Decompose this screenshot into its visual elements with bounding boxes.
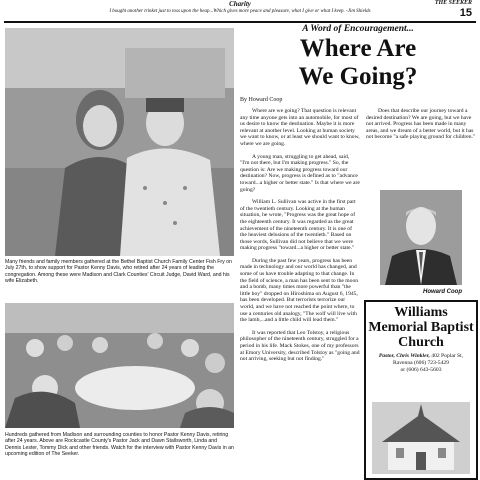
article-paragraph: A young man, struggling to get ahead, said, "I'm not there, but I'm making progress." So, the question is: Are we making progress toward our destination? Now, progress is defined as to "advance toward...a higher or better state." Is that where we are going? [240, 153, 360, 193]
article-column-2 [366, 108, 476, 147]
church-address: 402 Poplar St, [431, 353, 464, 359]
article-paragraph: William L. Sullivan was active in the first part of the twentieth century. Looking at the human situation, he wrote, "Progress was the great hope of the eighteenth century. It was regarded as the great achievement of the nineteenth century. It is one of the heaviest delusions of the twentieth." Based on those words, Sullivan did not believe that we were making progress "toward...a higher or better state." [240, 199, 356, 252]
article-kicker: A Word of Encouragement... [302, 24, 414, 34]
bottom-photo-caption: Hundreds gathered from Madison and surrounding counties to honor Pastor Kenny Davis, retiring after 24 years. Above are Rockcastle County's Pastor Jack and Dawn Stallsworth, Linda and Dennis Lester, Tommy Dick and other friends. Watch for the interview with Pastor Kenny Davis in an upcoming edition of The Seeker. [5, 432, 234, 458]
top-photo-caption: Many friends and family members gathered at the Bethel Baptist Church Family Center Fish Fry on July 27th, to show support for Pastor Kenny Davis, who retired after 24 years of leading the congregation. Among these were Madison and Clark Counties' Circuit Judge, David Ward, and his wife Elizabeth. [5, 259, 232, 285]
church-name: Williams Memorial Baptist Church [368, 305, 474, 350]
couple-photo [5, 28, 234, 256]
header-quote: I bought another trinket just to toss upon the heap...Which gives more peace and pleasure, what I give or what I keep. -Jim Shields [109, 9, 371, 14]
page-number: 15 [459, 7, 472, 19]
headline-line-1: Where Are [299, 35, 417, 62]
header-rule [4, 21, 476, 23]
article-paragraph: Does that describe our journey toward a desired destination? We are going, but we have not arrived. Progress has been made in many areas, and we dream of a better world, but it has not become "a safe playing ground for children." [366, 108, 476, 141]
article-byline: By Howard Coop [240, 97, 283, 103]
author-portrait-image [380, 190, 462, 285]
couple-photo-image [5, 28, 234, 256]
church-building-image [372, 402, 470, 474]
section-title: Charity [229, 0, 251, 8]
article-column-1 [240, 108, 360, 476]
church-city-phone: Ravenna (606) 723-5429 [393, 360, 449, 366]
church-phone-2: or (606) 643-5603 [400, 367, 442, 373]
article-paragraph: During the past few years, progress has been made in technology and our world has changed, and some of us have trouble adapting to that change. In the field of science, a man has been sent to the moon and a bomb, many times more powerful than "the little boy" dropped on Hiroshima on August 6, 1945, has been developed. But terrorists terrorize our world, and we have not reached the point where, to use a centuries old analogy, "The wolf will live with the lamb,...and a little child will lead them." [240, 257, 359, 324]
headline-line-2: We Going? [298, 63, 418, 90]
crowd-photo [5, 303, 234, 428]
author-portrait [380, 190, 462, 285]
portrait-credit: Howard Coop [423, 289, 462, 295]
church-ad [364, 300, 478, 480]
crowd-photo-image [5, 303, 234, 428]
paper-name: THE SEEKER [434, 0, 472, 6]
article-paragraph: Where are we going? That question is relevant any time anyone gets into an automobile, for most of us desire to know the destination. Maybe it is more relevant at another level. Looking at human society we want to know, or at least we should want to know, where we are going. [240, 108, 360, 147]
article-paragraph: It was reported that Leo Tolstoy, a religious philosopher of the nineteenth century, struggled for a period in his life. Mack Stokes, one of my professors at Emory University, described Tolstoy as "going and not arriving, seeking but not finding." [240, 329, 360, 363]
church-pastor: Pastor, Chris Winkler, [378, 353, 430, 359]
church-pastor-address [366, 353, 476, 360]
